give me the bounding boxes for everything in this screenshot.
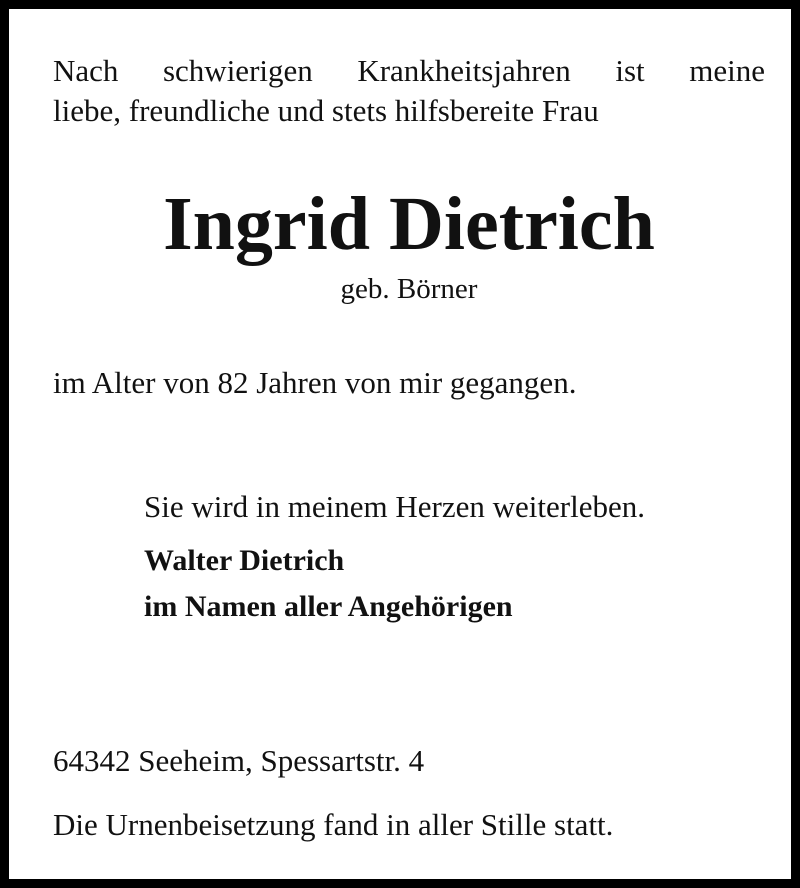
intro-line-2: liebe, freundliche und stets hilfsbereite Frau xyxy=(53,93,599,128)
signature-name: Walter Dietrich xyxy=(144,544,345,577)
birth-name: geb. Börner xyxy=(340,273,478,305)
burial-note: Die Urnenbeisetzung fand in aller Stille statt. xyxy=(53,807,614,842)
signature-note: im Namen aller Angehörigen xyxy=(144,590,513,623)
deceased-name: Ingrid Dietrich xyxy=(163,182,655,266)
address: 64342 Seeheim, Spessartstr. 4 xyxy=(53,743,425,778)
intro-line-1: Nach schwierigen Krankheitsjahren ist meine xyxy=(53,53,765,88)
age-statement: im Alter von 82 Jahren von mir gegangen. xyxy=(53,365,577,400)
intro-text xyxy=(53,51,765,131)
memorial-quote: Sie wird in meinem Herzen weiterleben. xyxy=(144,489,645,524)
